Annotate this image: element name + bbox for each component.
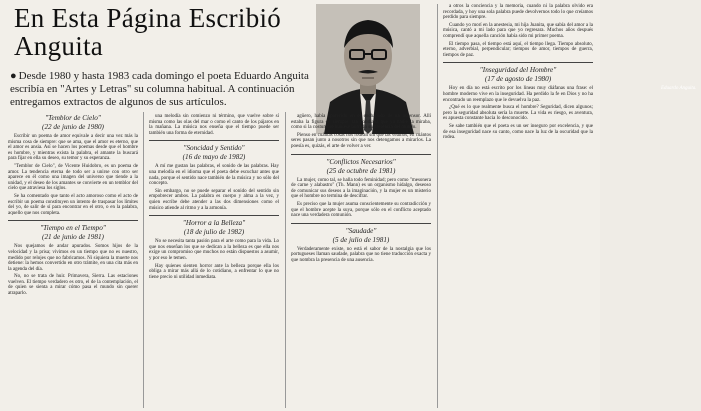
article-title: "Temblor de Cielo": [45, 114, 101, 122]
article-title: "Saudade": [345, 226, 377, 235]
article-date: (17 de agosto de 1980): [484, 75, 552, 84]
article-paragraph: a otros la conciencia y la memoria, cuando ni la palabra olvido era recordada, y hoy una sola palabra puede devolvernos todo lo que creíamos perdido para siempre.: [443, 4, 593, 21]
article-paragraph: Se ha comentado que tanto el acto amoroso como el acto de escribir un poema constituyen un intento de traspasar los límites del yo, de salir de sí para encontrar en el otro, o en la palabra, aquello que nos completa.: [8, 193, 138, 216]
article-paragraph: No, no se trata de huir. Primavera, Sierra. Las estaciones vuelven. El tiempo verdadero es otro, el de la contemplación, el de quien se sienta a mirar cómo pasa el mundo sin querer atraparlo.: [8, 274, 138, 297]
article-paragraph: Hay quienes sienten horror ante la belleza porque ella los obliga a mirar más allá de lo cotidiano, a enfrentar lo que no tiene precio ni utilidad inmediata.: [149, 263, 279, 280]
column-divider: [285, 112, 286, 408]
article-date: (25 de octubre de 1981): [326, 166, 396, 175]
article-paragraph: Pienso en cuántas cosas nos rodean sin que las veamos, en cuántos seres pasan junto a nosotros sin que nos detengamos a mirarlos. La poesía es, quizás, el arte de volver a ver.: [291, 132, 431, 149]
article-title: "Tiempo en el Tiempo": [40, 224, 106, 233]
section-divider: [8, 220, 138, 221]
article-paragraph: Escribir un poema de amor equivale a decir una vez más la misma cosa de siempre: que se ama, que el amor es eterno, que el amor es ansia. Así se hacen los poemas desde que el hombre es hombre, y mientras exista la palabra, el amante la buscará para fijar en ella su deseo, su temor y su esperanza.: [8, 134, 138, 162]
article-paragraph: ¿Qué es lo que realmente busca el hombre? Seguridad, dicen algunos; pero la seguridad absoluta sería la muerte. La vida es riesgo, es aventura, es apuesta constante hacia lo desconocido.: [443, 105, 593, 122]
article-date: (5 de julio de 1981): [332, 235, 390, 244]
article-paragraph: El tiempo pasa, el tiempo está aquí, el tiempo llega. Tiempo absoluto, eterno, adverbial, perpendicular; tiempos de amor, tiempos de guerra, tiempos de paz.: [443, 41, 593, 58]
article-paragraph: Cuando yo morí en la anestesia, mi hija Juanita, que sabía del amor a la música, cantó a mi lado para que yo regresara. Muchos años después comprendí que aquella canción había sido mi primer poema.: [443, 22, 593, 39]
article-date: (22 de junio de 1980): [42, 123, 104, 131]
article-paragraph: agüero, había aparecido en el enchapado de un ascensor. Allí estaba la figura de siempre, tan cotidiana que ya nadie la miraba, como si la costumbre hubiese borrado su presencia del mundo.: [291, 114, 431, 131]
column-2: [149, 114, 279, 408]
intro-paragraph: [10, 70, 310, 109]
column-4: [443, 4, 593, 408]
article-paragraph: Sin embargo, no se puede separar el sonido del sentido sin empobrecer ambos. La palabra es cuerpo y alma a la vez, y quien escribe debe atender a las dos dimensiones como el músico atiende al ritmo y a la armonía.: [149, 188, 279, 211]
article-title: "Horror a la Belleza": [182, 219, 246, 228]
article-paragraph: Se sabe también que el poeta es un ser inseguro por excelencia, y que de esa inseguridad nace su canto, como nace la luz de la oscuridad que la rodea.: [443, 123, 593, 141]
section-divider: [291, 154, 431, 155]
article-paragraph: una melodía sin comienzo ni término, que vuelve sobre sí misma como las olas del mar o como el canto de los pájaros en la mañana. La música nos enseña que el tiempo puede ser también una forma de eternidad.: [149, 114, 279, 136]
page-headline: En Esta Página Escribió Anguita: [14, 3, 282, 61]
article-paragraph: No se necesita tanta pasión para el arte como para la vida. Lo que nos enseñan los que se dedican a la belleza es que ella nos exige un compromiso que muchos no están dispuestos a asumir, y por eso le temen.: [149, 239, 279, 261]
bullet-icon: ●: [10, 70, 17, 82]
article-paragraph: Verdaderamente existe, no está el sabor de la nostalgia que los portugueses llaman saudade, palabra que no tiene traducción exacta y que nombra la presencia de una ausencia.: [291, 246, 431, 263]
article-date: (18 de julio de 1982): [183, 228, 245, 237]
article-title: "Conflictos Necesarios": [326, 157, 396, 166]
article-paragraph: Hoy en día no está escrito por los lineas muy diáfanas una frase: el hombre moderno vive en la inseguridad. Ha perdido la fe en Dios y no ha encontrado un reemplazo que le devuelva la paz.: [443, 86, 593, 103]
photo-caption: Eduardo Anguita.: [661, 86, 697, 91]
article-title: "Soncidad y Sentido": [183, 144, 245, 153]
intro-text: Desde 1980 y hasta 1983 cada domingo el poeta Eduardo Anguita escribía en "Artes y Letras" su columna habitual. A continuación entregamos extractos de algunos de sus artículos.: [10, 70, 309, 108]
column-divider: [143, 112, 144, 408]
section-divider: [149, 140, 279, 141]
article-date: (16 de mayo de 1982): [182, 153, 246, 162]
article-paragraph: Es preciso que la mujer asuma conscientemente su contradicción y que el hombre acepte la suya, porque sólo en el conflicto aceptado nace una verdadera comunión.: [291, 201, 431, 219]
article-date: (21 de junio de 1981): [42, 233, 104, 242]
article-paragraph: La mujer, como tal, se halla todo feminidad; pero como "mesonera de carne y alabastro" (Th. Mann) es un organismo hidalgo, deseoso de comunicar sus deseos a la imaginación, y la mujer es un misterio que el hombre no termina de descifrar.: [291, 177, 431, 200]
article-paragraph: "Temblor de Cielo", de Vicente Huidobro, es un poema de amor. La tendencia eterna de todo ser a unirse con otro ser aparece en él como una imagen del universo que tiende a la unidad, y el deseo de los amantes se convierte en un temblor del cielo que atraviesa los siglos.: [8, 163, 138, 192]
section-divider: [149, 215, 279, 216]
article-paragraph: Nos quejamos de andar apurados. Somos hijos de la velocidad y la prisa; vivimos en un tiempo que no es nuestro, medido por relojes que no fabricamos. Ni siquiera la muerte nos detiene: la hemos convertido en otro trámite, en una cita más en la agenda del día.: [8, 244, 138, 272]
article-title: "Inseguridad del Hombre": [479, 66, 557, 75]
section-divider: [291, 223, 431, 224]
section-divider: [443, 62, 593, 63]
column-divider: [437, 4, 438, 408]
article-paragraph: A mí me gustan las palabras, el sonido de las palabras. Hay una melodía en el idioma que el poeta debe escuchar antes que nada, porque el sentido nace también de la música y no sólo del concepto.: [149, 164, 279, 187]
column-3: [291, 114, 431, 408]
column-1: [8, 114, 138, 408]
